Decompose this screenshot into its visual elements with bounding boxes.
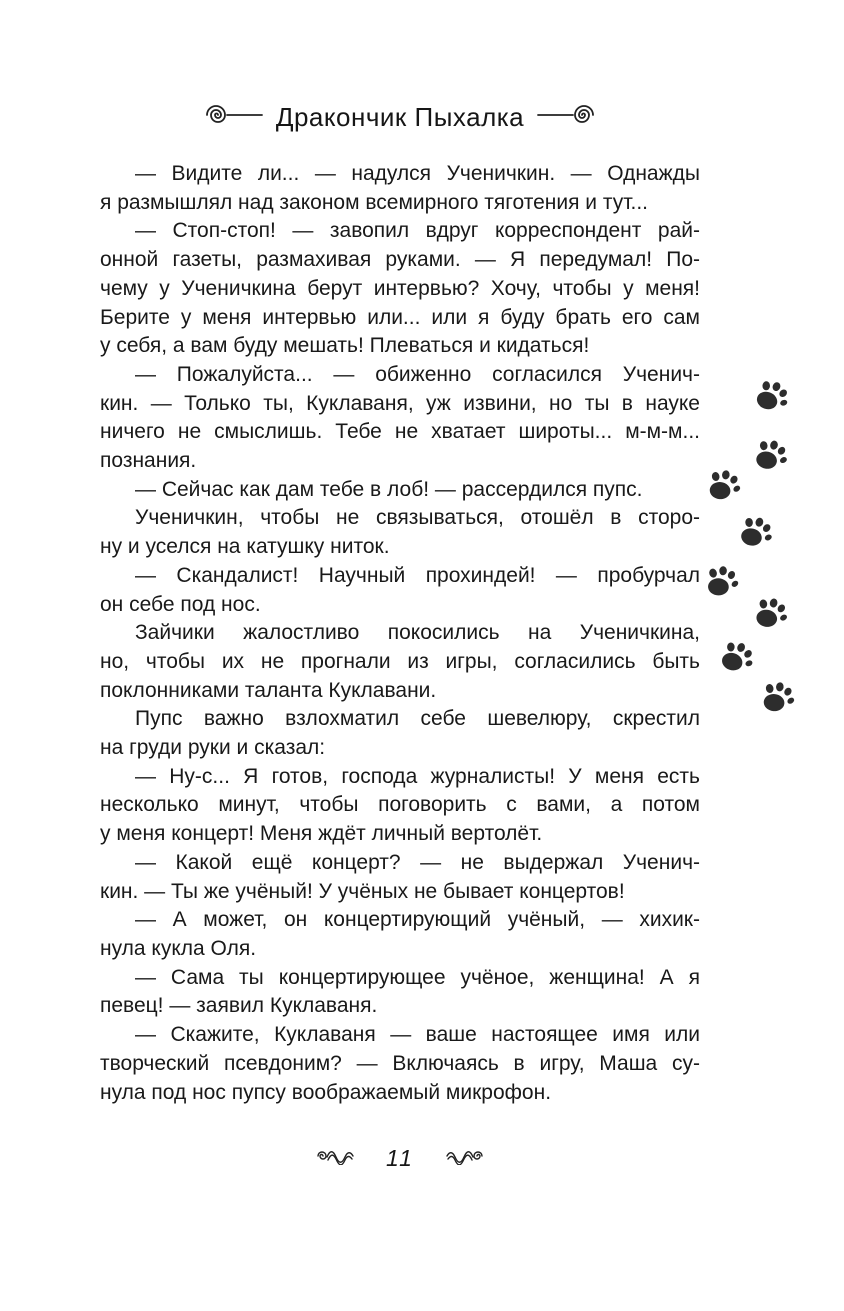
paragraph: [100, 504, 700, 561]
page-footer: [100, 1142, 700, 1174]
text-line: я размышлял над законом всемирного тяготения и тут...: [100, 190, 649, 214]
text-line: — Ну-с... Я готов, господа журналисты! У меня есть: [135, 764, 700, 788]
paragraph: [100, 619, 700, 705]
footer-spiral-wave-right-icon: [444, 1147, 484, 1170]
paragraph: [100, 763, 700, 849]
paragraph: [100, 361, 700, 476]
paw-print-icon: [733, 510, 780, 557]
text-line: творческий псевдоним? — Включаясь в игру, Маша су-: [100, 1051, 700, 1075]
paragraph: [100, 705, 700, 762]
text-line: Пупс важно взлохматил себе шевелюру, скрестил: [135, 707, 700, 731]
text-line: онной газеты, размахивая руками. — Я передумал! По-: [100, 248, 700, 272]
text-line: у меня концерт! Меня ждёт личный вертолёт.: [100, 822, 543, 846]
paragraph: [100, 906, 700, 963]
text-line: Берите у меня интервью или... или я буду брать его сам: [100, 305, 700, 329]
paw-print-icon: [748, 591, 793, 636]
text-line: чему у Ученичкина берут интервью? Хочу, чтобы у меня!: [100, 276, 700, 300]
text-line: на груди руки и сказал:: [100, 736, 326, 760]
text-line: кин. — Только ты, Куклаваня, уж извини, но ты в науке: [100, 391, 700, 415]
text-line: нула под нос пупсу воображаемый микрофон.: [100, 1080, 552, 1104]
text-block: [100, 160, 700, 1107]
text-line: он себе под нос.: [100, 592, 261, 616]
text-line: ну и уселся на катушку ниток.: [100, 535, 390, 559]
header-spiral-rule-left-icon: [204, 102, 264, 133]
text-line: познания.: [100, 449, 197, 473]
text-line: несколько минут, чтобы поговорить с вами, а потом: [100, 793, 700, 817]
text-line: Ученичкин, чтобы не связываться, отошёл в сторо-: [135, 506, 700, 530]
text-line: — Сейчас как дам тебе в лоб! — рассердился пупс.: [135, 477, 643, 501]
paw-print-icon: [701, 561, 743, 603]
text-line: у себя, а вам буду мешать! Плеваться и кидаться!: [100, 334, 590, 358]
paw-print-icon: [748, 433, 794, 479]
paragraph: [100, 1021, 700, 1107]
footer-spiral-wave-left-icon: [316, 1147, 356, 1170]
paragraph: [100, 964, 700, 1021]
text-line: ничего не смыслишь. Тебе не хватает широты... м-м-м...: [100, 420, 700, 444]
text-line: — Какой ещё концерт? — не выдержал Ученич-: [135, 850, 700, 874]
text-line: певец! — заявил Куклаваня.: [100, 994, 378, 1018]
running-head: [100, 98, 700, 136]
text-line: — Скандалист! Научный прохиндей! — пробурчал: [135, 563, 700, 587]
text-line: — А может, он концертирующий учёный, — хихик-: [135, 908, 700, 932]
paragraph: [100, 160, 700, 217]
text-line: поклонниками таланта Куклавани.: [100, 678, 437, 702]
text-line: — Пожалуйста... — обиженно согласился Ученич-: [135, 362, 700, 386]
paragraph: [100, 217, 700, 361]
text-line: — Стоп-стоп! — завопил вдруг корреспондент рай-: [135, 219, 700, 243]
text-line: нула кукла Оля.: [100, 936, 257, 960]
page-number: 11: [386, 1144, 414, 1171]
text-line: кин. — Ты же учёный! У учёных не бывает концертов!: [100, 879, 625, 903]
text-line: — Скажите, Куклаваня — ваше настоящее имя или: [135, 1023, 700, 1047]
text-line: но, чтобы их не прогнали из игры, согласились быть: [100, 649, 700, 673]
paw-print-icon: [702, 464, 746, 508]
text-line: Зайчики жалостливо покосились на Ученичкина,: [135, 621, 700, 645]
text-line: — Видите ли... — надулся Ученичкин. — Однажды: [135, 162, 700, 185]
paragraph: [100, 476, 700, 505]
paragraph: [100, 562, 700, 619]
header-spiral-rule-right-icon: [536, 102, 596, 133]
paragraph: [100, 849, 700, 906]
page-title: Дракончик Пыхалка: [275, 101, 525, 132]
paw-print-icon: [756, 676, 800, 720]
paw-print-icon: [748, 373, 797, 422]
text-line: — Сама ты концертирующее учёное, женщина! А я: [135, 965, 700, 989]
paw-print-icon: [713, 634, 761, 682]
